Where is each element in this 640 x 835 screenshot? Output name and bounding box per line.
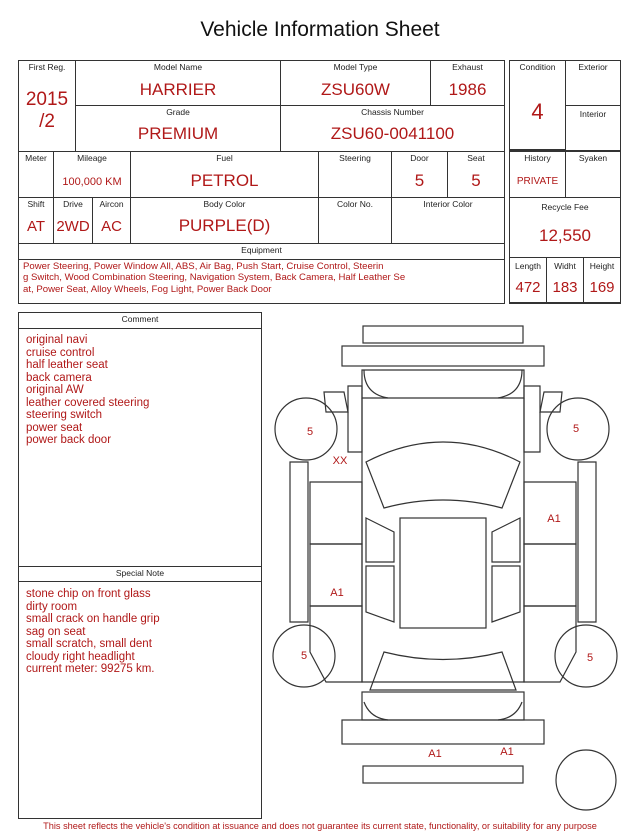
fuel-cell [131, 152, 319, 198]
front-left-light [364, 370, 388, 398]
disclaimer-footer: This sheet reflects the vehicle's condition at issuance and does not guarantee its current state, functionality, or suitability for any purpose [43, 821, 597, 831]
interior-color-label: Interior Color [423, 199, 473, 209]
door-value: 5 [414, 171, 425, 190]
mileage-value: 100,000 KM [62, 176, 122, 188]
length-value: 472 [515, 279, 541, 296]
interior-cell [566, 106, 620, 150]
right-rocker [578, 462, 596, 622]
front-right-mirror [540, 392, 562, 412]
front-bumper-outer [363, 326, 523, 343]
rear-bumper-inner [342, 720, 544, 744]
width-value: 183 [552, 279, 578, 296]
exhaust-label: Exhaust [452, 62, 483, 72]
equipment-header [19, 244, 504, 260]
history-value: PRIVATE [516, 176, 559, 187]
fuel-value: PETROL [190, 171, 259, 190]
left-rear-window [366, 566, 394, 622]
drive-value: 2WD [56, 218, 90, 235]
front-left-mirror [324, 392, 348, 412]
mark-tire-rear-right: 5 [586, 652, 594, 664]
comment-item: steering switch [26, 409, 103, 421]
meter-cell [19, 152, 54, 198]
rear-left-light [364, 702, 388, 720]
rear-right-fender [524, 606, 576, 682]
left-front-door [310, 482, 362, 544]
model-type-cell [281, 61, 431, 106]
windshield [366, 442, 520, 508]
door-cell [392, 152, 448, 198]
chassis-number-cell [281, 106, 504, 152]
front-right-fender [524, 386, 540, 452]
condition-cell [510, 61, 566, 150]
recycle-fee-cell [510, 198, 620, 258]
body-outline [362, 398, 524, 682]
comment-item: back camera [26, 371, 92, 384]
fuel-label: Fuel [216, 153, 233, 163]
shift-value: AT [26, 218, 46, 235]
condition-label: Condition [519, 62, 556, 72]
mark-door-rear-left: A1 [330, 587, 344, 599]
height-label: Height [589, 261, 615, 271]
mark-bumper-rear-left: A1 [428, 748, 442, 760]
chassis-number-label: Chassis Number [361, 107, 424, 117]
shift-label: Shift [27, 199, 45, 209]
vehicle-info-table [18, 60, 505, 304]
equipment-label: Equipment [241, 245, 282, 255]
syaken-label: Syaken [578, 153, 608, 163]
equipment-line: at, Power Seat, Alloy Wheels, Fog Light, Power Back Door [23, 283, 272, 295]
length-cell [510, 258, 547, 303]
mark-door-front-right: A1 [547, 513, 561, 525]
comment-item: power back door [26, 434, 112, 446]
model-name-cell [76, 61, 281, 106]
drive-cell [54, 198, 93, 244]
drive-label: Drive [63, 199, 83, 209]
equipment-line: g Switch, Wood Combination Steering, Navigation System, Back Camera, Half Leather Se [23, 272, 406, 284]
exterior-cell [566, 61, 620, 106]
first-reg-year: 2015 [25, 89, 69, 110]
right-front-window [492, 518, 520, 562]
condition-value: 4 [531, 99, 544, 124]
model-name-value: HARRIER [139, 80, 217, 99]
mark-fender-front-left: XX [332, 455, 348, 467]
chassis-number-value: ZSU60-0041100 [330, 124, 455, 143]
first-reg-label: First Reg. [28, 62, 66, 72]
mark-tire-front-left: 5 [306, 426, 314, 438]
width-label: Widht [554, 261, 576, 271]
right-rear-door [524, 544, 576, 606]
front-bumper-inner [342, 346, 544, 366]
recycle-fee-value: 12,550 [539, 226, 591, 245]
special-note-item: sag on seat [26, 625, 86, 638]
model-name-label: Model Name [153, 62, 203, 72]
left-rocker [290, 462, 308, 622]
rear-window [370, 652, 516, 690]
mileage-cell [54, 152, 131, 198]
history-table [509, 151, 621, 304]
special-note-item: dirty room [26, 600, 78, 613]
front-left-fender [348, 386, 362, 452]
comment-item: power seat [26, 421, 83, 434]
exhaust-value: 1986 [448, 80, 487, 99]
length-label: Length [515, 261, 541, 271]
grade-label: Grade [166, 107, 190, 117]
special-note-item: current meter: 99275 km. [26, 663, 155, 675]
comment-box [18, 312, 262, 819]
comment-item: half leather seat [26, 359, 108, 371]
comment-item: original navi [26, 334, 88, 346]
color-no-cell [319, 198, 392, 244]
first-reg-cell [19, 61, 76, 152]
seat-value: 5 [471, 171, 481, 190]
comment-item: original AW [26, 384, 84, 396]
left-front-window [366, 518, 394, 562]
front-right-light [498, 370, 522, 398]
aircon-value: AC [101, 218, 122, 235]
car-damage-diagram [270, 322, 622, 820]
exhaust-cell [431, 61, 504, 106]
rear-left-fender [310, 606, 362, 682]
comment-item: leather covered steering [26, 396, 150, 409]
special-note-item: small crack on handle grip [26, 613, 160, 625]
mark-bumper-rear-right: A1 [500, 746, 514, 758]
first-reg-month: /2 [39, 111, 55, 132]
rear-right-light [498, 702, 522, 720]
steering-cell [319, 152, 392, 198]
comment-label: Comment [121, 314, 159, 324]
mark-tire-front-right: 5 [572, 423, 580, 435]
seat-cell [448, 152, 504, 198]
equipment-text [23, 261, 501, 295]
special-note-list [26, 588, 160, 676]
grade-value: PREMIUM [137, 124, 219, 143]
grade-cell [76, 106, 281, 152]
height-value: 169 [589, 279, 615, 296]
body-color-value: PURPLE(D) [178, 216, 271, 235]
tailgate [362, 692, 524, 720]
recycle-fee-label: Recycle Fee [541, 202, 589, 212]
sheet-title: Vehicle Information Sheet [200, 18, 440, 41]
special-note-item: cloudy right headlight [26, 650, 135, 663]
model-type-value: ZSU60W [321, 80, 390, 99]
comment-item: cruise control [26, 346, 95, 359]
height-cell [584, 258, 620, 303]
special-note-header [19, 566, 261, 582]
aircon-cell [93, 198, 131, 244]
door-label: Door [410, 153, 429, 163]
mileage-label: Mileage [77, 153, 107, 163]
color-no-label: Color No. [337, 199, 373, 209]
body-color-cell [131, 198, 319, 244]
hood [362, 370, 524, 398]
aircon-label: Aircon [99, 199, 124, 209]
rear-bumper-outer [363, 766, 523, 783]
width-cell [547, 258, 584, 303]
special-note-item: small scratch, small dent [26, 638, 152, 650]
right-rear-window [492, 566, 520, 622]
condition-table [509, 60, 621, 151]
shift-cell [19, 198, 54, 244]
comment-header [19, 313, 261, 329]
steering-label: Steering [339, 153, 371, 163]
mark-tire-rear-left: 5 [300, 650, 308, 662]
roof [400, 518, 486, 628]
syaken-cell [566, 152, 620, 198]
history-label: History [524, 153, 551, 163]
comment-list [26, 334, 149, 447]
history-cell [510, 152, 566, 198]
interior-label: Interior [579, 109, 607, 119]
meter-label: Meter [25, 153, 47, 163]
exterior-label: Exterior [578, 62, 608, 72]
seat-label: Seat [467, 153, 485, 163]
special-note-item: stone chip on front glass [26, 588, 151, 600]
equipment-line: Power Steering, Power Window All, ABS, Air Bag, Push Start, Cruise Control, Steerin [23, 261, 384, 272]
body-color-label: Body Color [203, 199, 246, 209]
spare-tire [556, 750, 616, 810]
special-note-label: Special Note [115, 568, 165, 578]
model-type-label: Model Type [333, 62, 378, 72]
interior-color-cell [392, 198, 504, 244]
